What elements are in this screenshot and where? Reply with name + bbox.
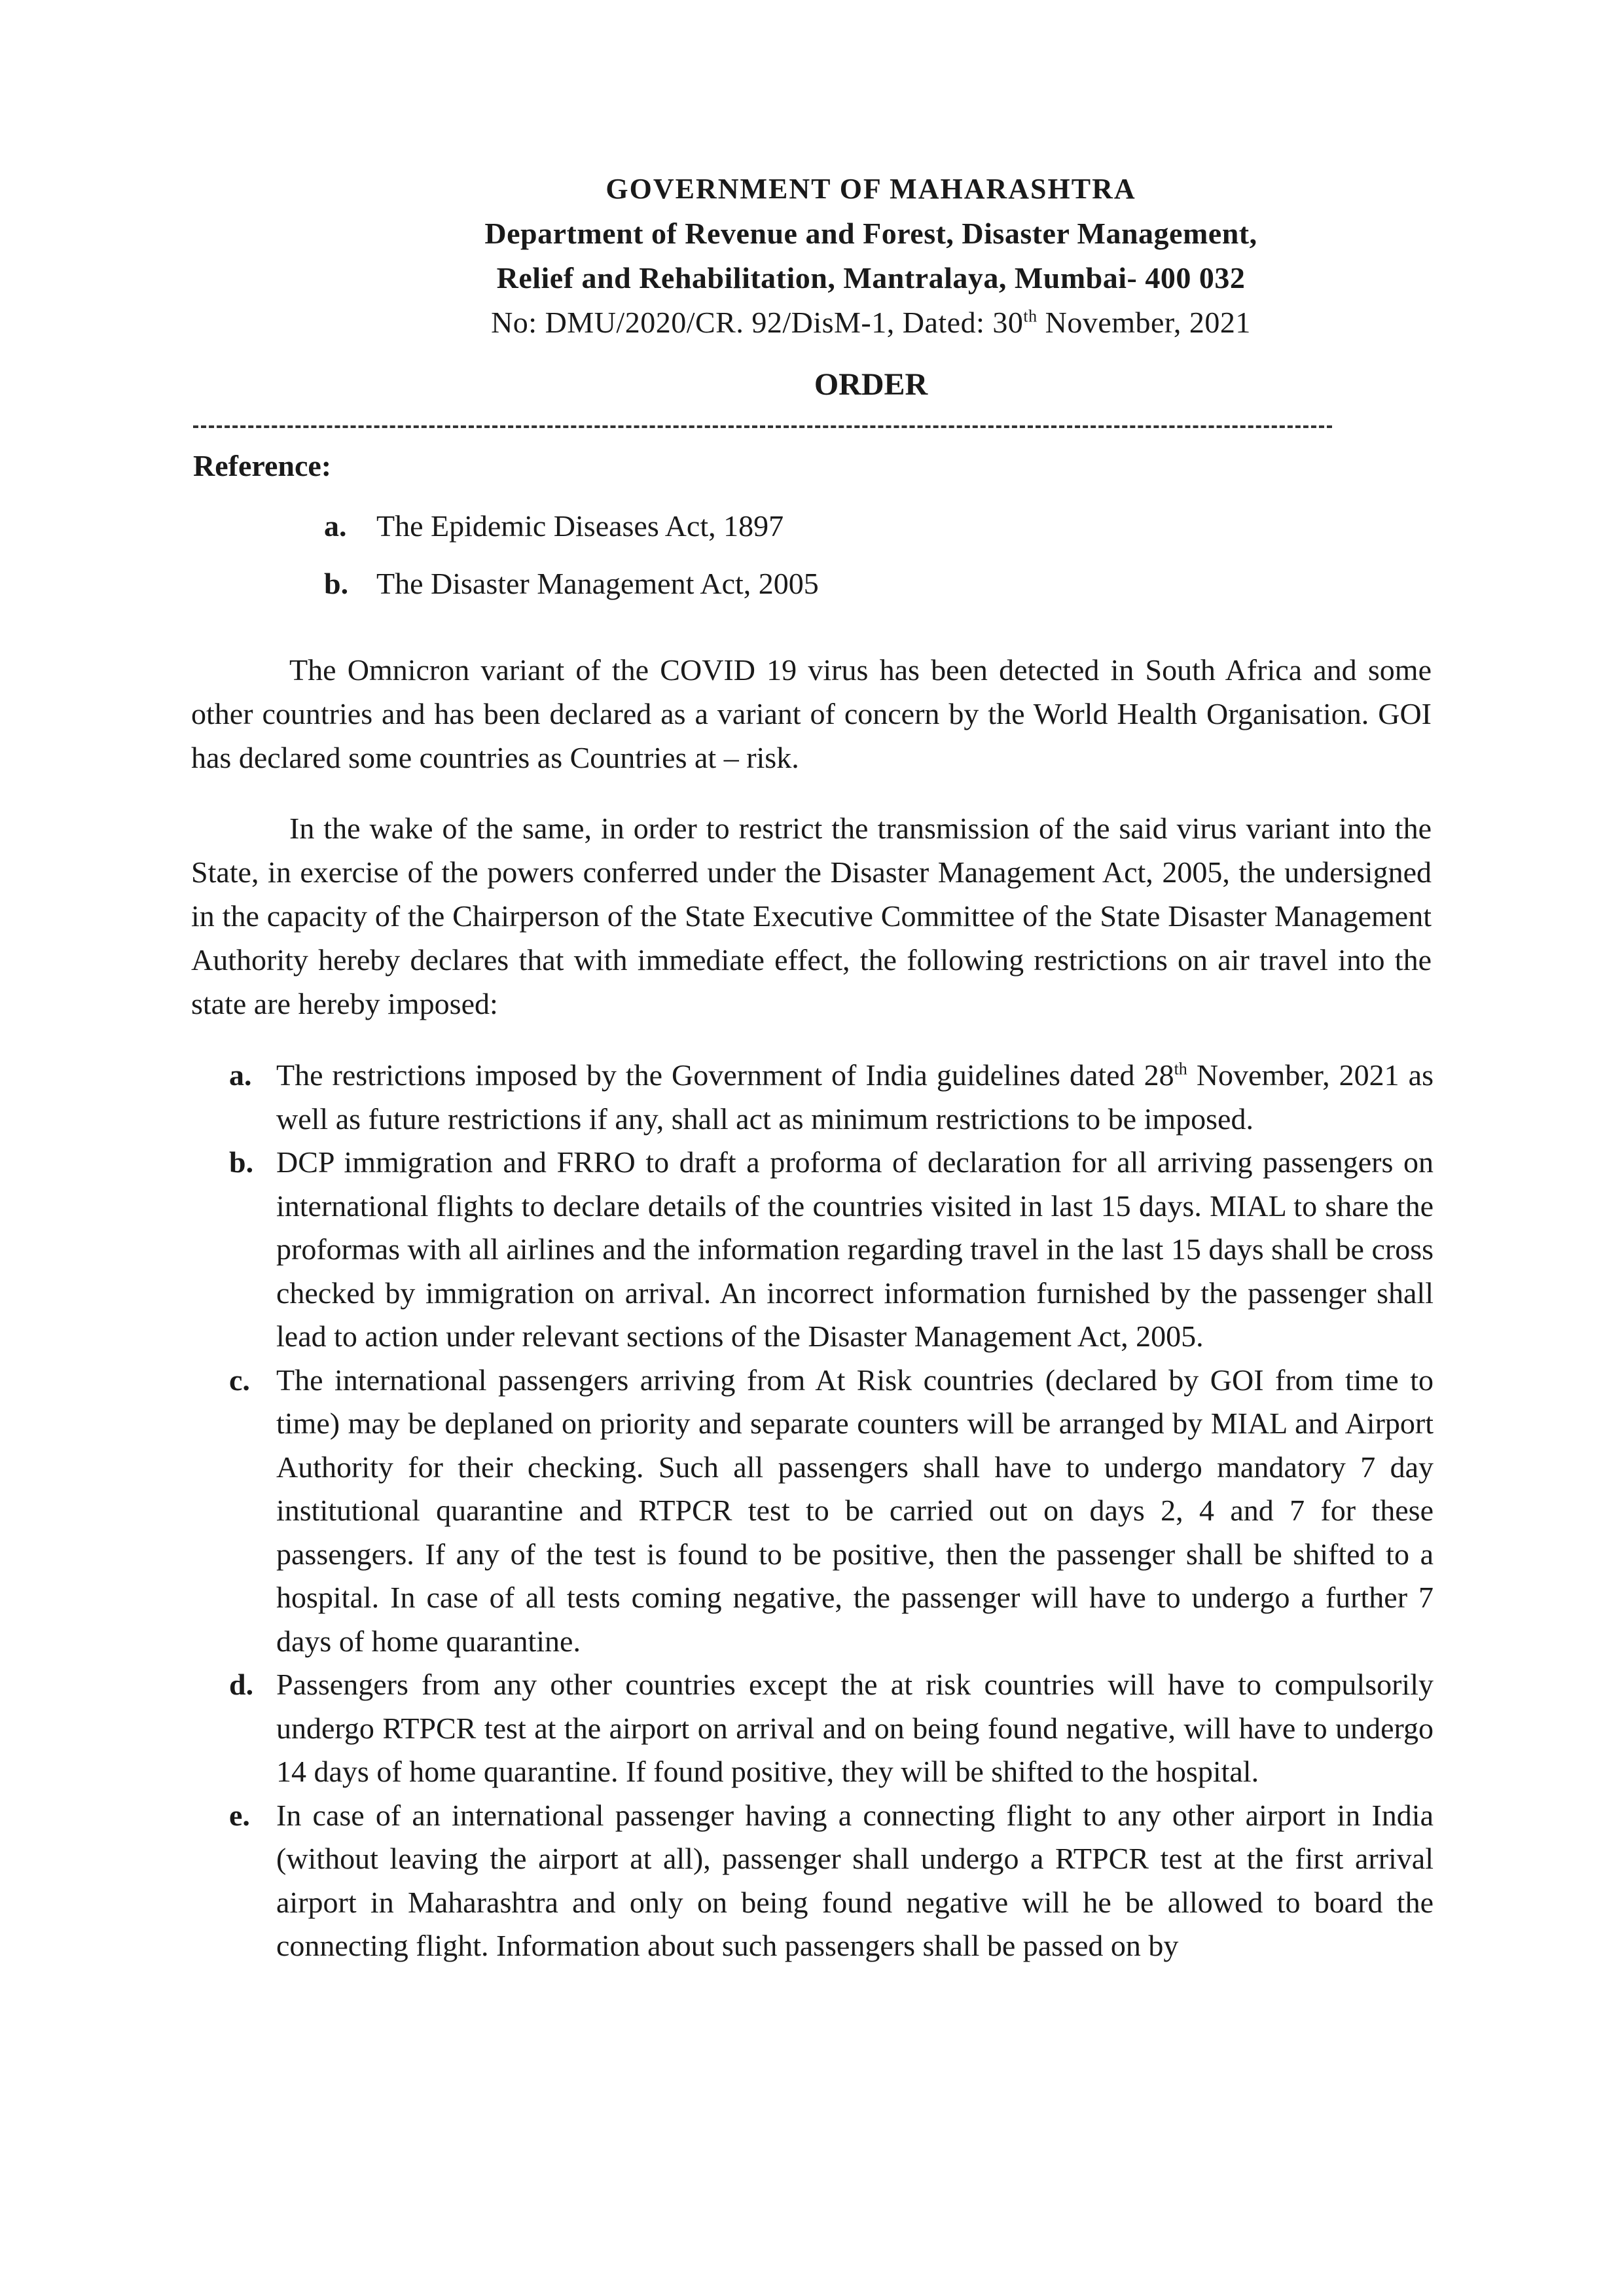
restriction-marker: e. xyxy=(229,1798,250,1832)
restriction-item xyxy=(229,1359,1434,1664)
reference-label: Reference: xyxy=(193,449,332,482)
reference-text: The Epidemic Diseases Act, 1897 xyxy=(376,509,784,543)
restriction-marker: d. xyxy=(229,1668,254,1701)
order-number xyxy=(118,300,1624,345)
restriction-marker: a. xyxy=(229,1058,252,1092)
paragraph-omicron xyxy=(191,648,1432,780)
restriction-item xyxy=(229,1794,1434,1968)
order-number-prefix: No: DMU/2020/CR. 92/DisM-1, Dated: 30 xyxy=(491,306,1024,339)
reference-marker: a. xyxy=(324,509,347,543)
dashed-divider xyxy=(193,425,1332,428)
government-name: GOVERNMENT OF MAHARASHTRA xyxy=(605,173,1136,205)
restriction-text: The restrictions imposed by the Government of India guidelines dated 28th November, 2021 as well as future restrictions if any, shall act as minimum restrictions to be imposed. xyxy=(276,1058,1434,1136)
restriction-text: Passengers from any other countries except the at risk countries will have to compulsorily undergo RTPCR test at the airport on arrival and on being found negative, will have to undergo 14 days of home quarantine. If found positive, they will be shifted to the hospital. xyxy=(276,1668,1434,1788)
restriction-marker: c. xyxy=(229,1363,250,1397)
restriction-text: The international passengers arriving from At Risk countries (declared by GOI from time to time) may be deplaned on priority and separate counters will be arranged by MIAL and Airport Authority for their checking. Such all passengers shall have to undergo mandatory 7 day institutional quarantine and RTPCR test to be carried out on days 2, 4 and 7 for these passengers. If any of the test is found to be positive, then the passenger shall be shifted to a hospital. In case of all tests coming negative, the passenger will have to undergo a further 7 days of home quarantine. xyxy=(276,1363,1434,1658)
restriction-text: In case of an international passenger having a connecting flight to any other airport in India (without leaving the airport at all), passenger shall undergo a RTPCR test at the first arrival airport in Maharashtra and only on being found negative will he be allowed to board the connecting flight. Information about such passengers shall be passed on by xyxy=(276,1798,1434,1962)
paragraph-text: In the wake of the same, in order to restrict the transmission of the said virus variant into the State, in exercise of the powers conferred under the Disaster Management Act, 2005, the undersigned in the capacity of the Chairperson of the State Executive Committee of the State Disaster Management Authority hereby declares that with immediate effect, the following restrictions on air travel into the state are hereby imposed: xyxy=(191,812,1432,1020)
reference-item xyxy=(324,497,819,555)
department-line-2: Relief and Rehabilitation, Mantralaya, Mumbai- 400 032 xyxy=(496,261,1246,295)
reference-text: The Disaster Management Act, 2005 xyxy=(376,567,819,600)
order-number-suffix: November, 2021 xyxy=(1037,306,1251,339)
restriction-marker: b. xyxy=(229,1145,254,1179)
paragraph-restrictions-intro xyxy=(191,806,1432,1026)
restriction-text: DCP immigration and FRRO to draft a proforma of declaration for all arriving passengers on international flights to declare details of the countries visited in last 15 days. MIAL to share the proformas with all airlines and the information regarding travel in the last 15 days shall be cross checked by immigration on arrival. An incorrect information furnished by the passenger shall lead to action under relevant sections of the Disaster Management Act, 2005. xyxy=(276,1145,1434,1353)
restrictions-list xyxy=(229,1054,1434,1968)
department-line-1: Department of Revenue and Forest, Disaster Management, xyxy=(484,217,1257,250)
reference-list xyxy=(324,497,819,613)
paragraph-text: The Omnicron variant of the COVID 19 virus has been detected in South Africa and some other countries and has been declared as a variant of concern by the World Health Organisation. GOI has declared some countries as Countries at – risk. xyxy=(191,653,1432,774)
letterhead xyxy=(0,167,1624,345)
order-number-sup: th xyxy=(1023,306,1038,326)
order-title: ORDER xyxy=(814,367,928,402)
restriction-item xyxy=(229,1054,1434,1141)
reference-marker: b. xyxy=(324,567,349,600)
restriction-item xyxy=(229,1663,1434,1794)
restriction-item xyxy=(229,1141,1434,1359)
reference-item xyxy=(324,555,819,613)
